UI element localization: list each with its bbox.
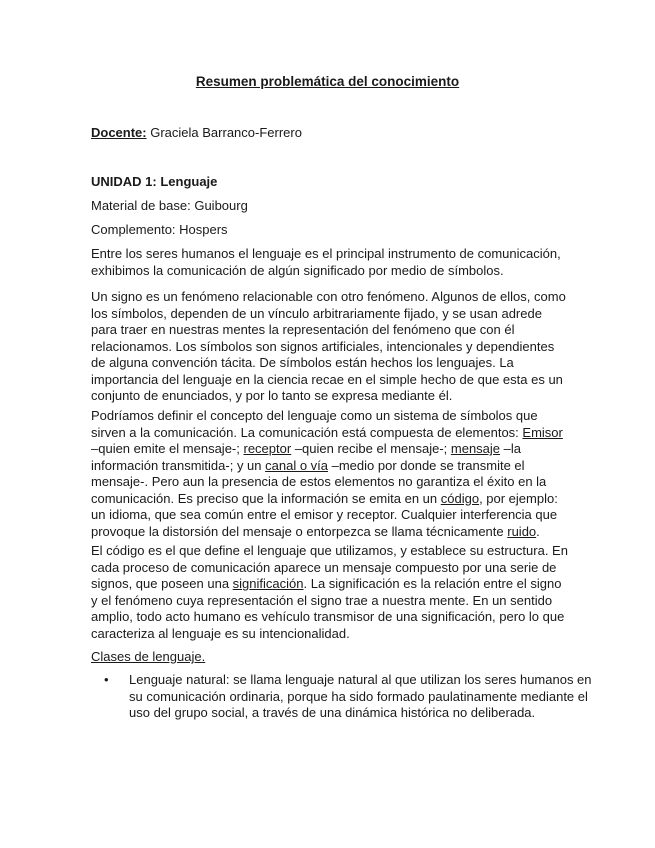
teacher-label: Docente: [91, 125, 147, 140]
paragraph-3 [91, 408, 571, 540]
term-ruido: ruido [507, 523, 537, 539]
complement-line: Complemento: Hospers [91, 222, 228, 237]
teacher-name: Graciela Barranco-Ferrero [146, 125, 302, 140]
classes-label: Clases de lenguaje [91, 649, 202, 664]
term-codigo: código [440, 490, 480, 506]
paragraph-4 [91, 543, 571, 642]
text-span: –la información transmitida-; y un [91, 441, 521, 473]
text-span: Podríamos definir el concepto del lenguaje como un sistema de símbolos que sirven a la comunicación. La comunicación está compuesta de elementos: [91, 408, 538, 440]
term-mensaje: mensaje [450, 441, 501, 456]
paragraph-1: Entre los seres humanos el lenguaje es el principal instrumento de comunicación, exhibimos la comunicación de algún significado por medio de símbolos. [91, 246, 561, 278]
text-span: –quien recibe el mensaje-; [291, 441, 451, 456]
unit-heading: UNIDAD 1: Lenguaje [91, 174, 218, 189]
term-emisor: Emisor [522, 424, 563, 440]
text-span: El código es el que define el lenguaje que utilizamos, y establece su estructura. En cada proceso de comunicación aparece un mensaje compuesto por una serie de signos, que poseen una [91, 543, 568, 591]
classes-dot: . [201, 649, 206, 664]
text-span: , por ejemplo: un idioma, que sea común entre el emisor y receptor. Cualquier interferencia que provoque la distorsión del mensaje o entorpezca se llama técnicamente [91, 490, 558, 539]
material-line: Material de base: Guibourg [91, 198, 248, 213]
list-item [104, 672, 599, 722]
document-title: Resumen problemática del conocimiento [195, 74, 460, 89]
list-item-text: Lenguaje natural: se llama lenguaje natural al que utilizan los seres humanos en su comunicación ordinaria, porque ha sido formado paulatinamente mediante el uso del grupo social, a través de una dinámica histórica no deliberada. [129, 672, 592, 720]
term-significacion: significación [232, 576, 304, 591]
bullet-list [91, 672, 599, 722]
term-receptor: receptor [243, 441, 292, 456]
paragraph-2: Un signo es un fenómeno relacionable con otro fenómeno. Algunos de ellos, como los símbolos, dependen de un vínculo arbitrariamente fijado, y se usan adrede para traer en nuestras mentes la representación del fenómeno que con él relacionamos. Los símbolos son signos artificiales, intencionales y dependientes de alguna convención tácita. De símbolos están hechos los lenguajes. La importancia del lenguaje en la ciencia recae en el simple hecho de que esta es un conjunto de enunciados, y por lo tanto se expresa mediante él. [91, 289, 566, 403]
term-canal: canal o vía [265, 457, 328, 473]
teacher-line [91, 125, 571, 142]
text-span: –quien emite el mensaje-; [91, 441, 244, 456]
text-span: . La significación es la relación entre el signo y el fenómeno cuya representación el signo trae a nuestra mente. En un sentido amplio, todo acto humano es vehículo transmisor de una significación, pero lo que caracteriza al lenguaje es su intencionalidad. [91, 576, 565, 641]
section-heading-classes [91, 649, 571, 666]
text-span: . [536, 523, 540, 539]
bullet-icon: • [104, 672, 109, 687]
text-span: –medio por donde se transmite el mensaje-. Pero aun la presencia de estos elementos no garantiza el éxito en la comunicación. Es preciso que la información se emita en un [91, 457, 547, 506]
